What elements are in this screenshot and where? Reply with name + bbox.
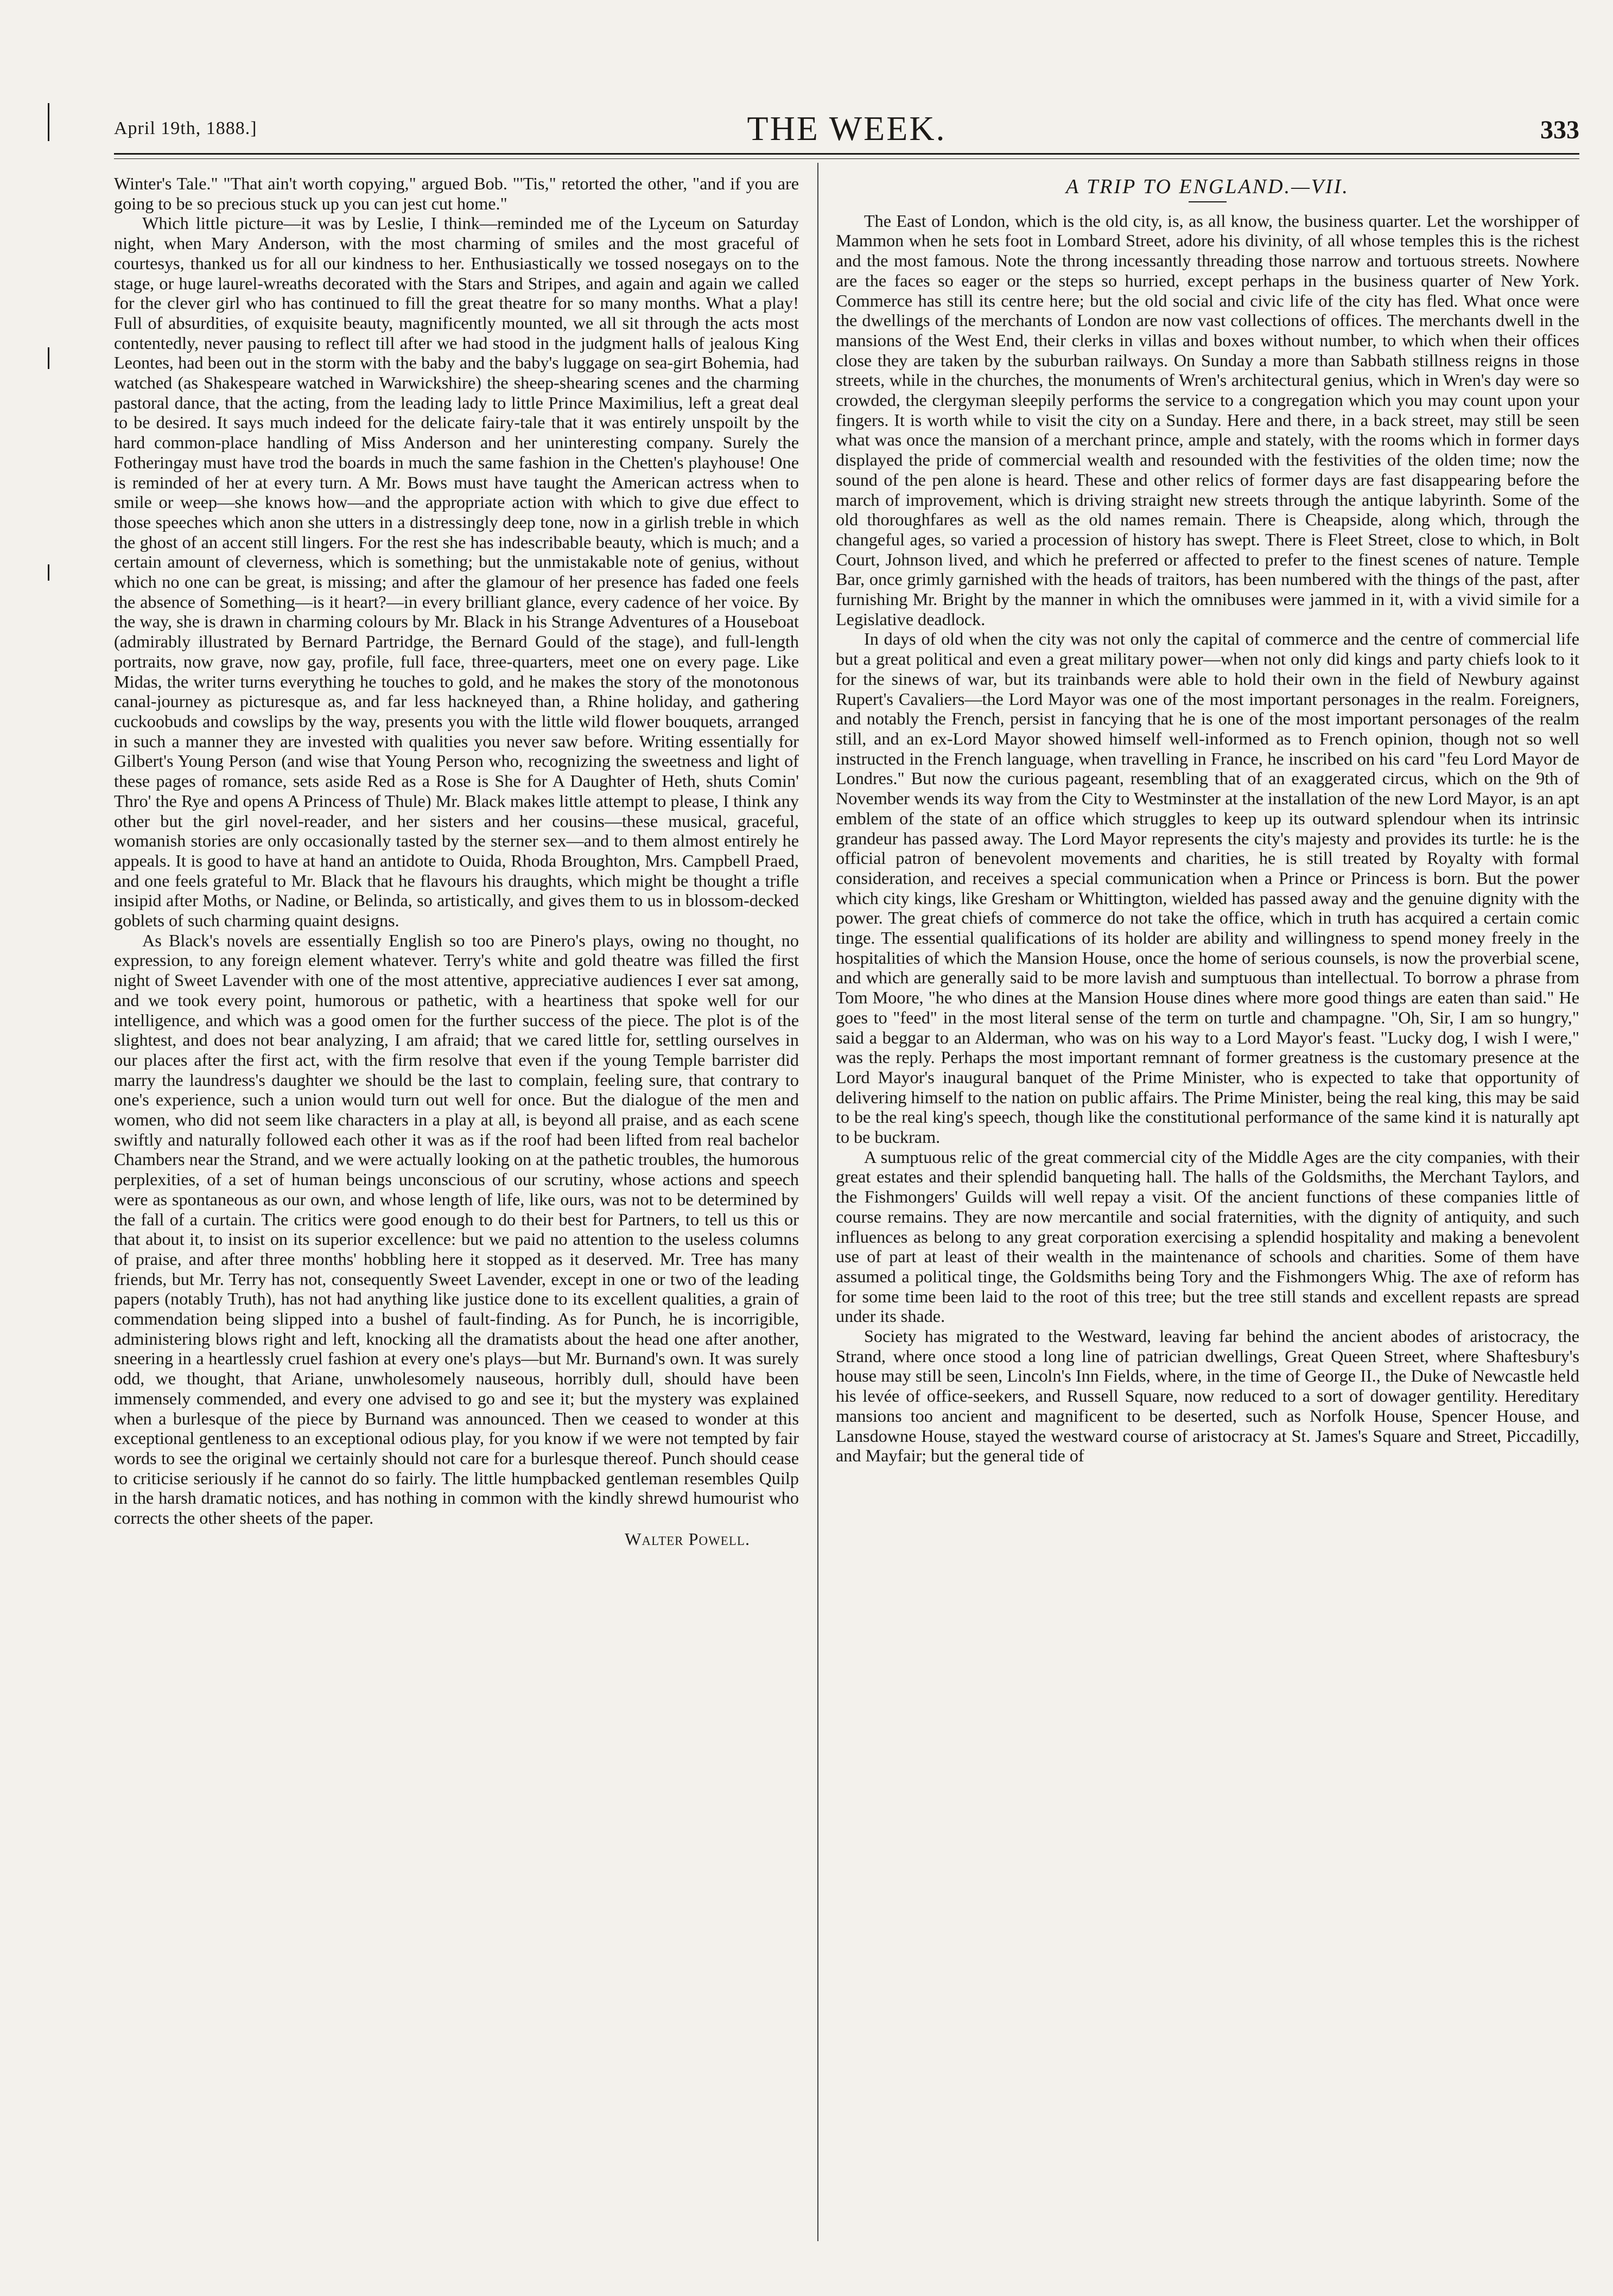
column-divider bbox=[817, 163, 818, 2241]
paragraph: Society has migrated to the Westward, leaving far behind the ancient abodes of aristocracy, the Strand, where once stood a long line of patrician dwellings, Great Queen Street, where Shaftesbury's house may still be seen, Lincoln's Inn Fields, where, in the time of George II., the Duke of Newcastle held his levée of office-seekers, and Russell Square, now reduced to a sort of dowager gentility. Hereditary mansions too ancient and magnificent to be deserted, such as Norfolk House, Spencer House, and Lansdowne House, stayed the westward course of aristocracy at St. James's Square and Street, Piccadilly, and Mayfair; but the general tide of bbox=[836, 1326, 1579, 1466]
paragraph: Which little picture—it was by Leslie, I think—reminded me of the Lyceum on Saturday night, when Mary Anderson, with the most charming of smiles and the most graceful of courtesys, thanked us for all our kindness to her. Enthusiastically we tossed nosegays on to the stage, or huge laurel-wreaths decorated with the Stars and Stripes, and again and again we called for the clever girl who has continued to fill the great theatre for so many months. What a play! Full of absurdities, of exquisite beauty, magnificently mounted, we all sit through the acts most contentedly, never pausing to reflect till after we had stood in the judgment halls of jealous King Leontes, had been out in the storm with the baby and the baby's luggage on sea-girt Bohemia, had watched (as Shakespeare watched in Warwickshire) the sheep-shearing scenes and the charming pastoral dance, that the acting, from the leading lady to little Prince Maximilius, left a great deal to be desired. It says much indeed for the delicate fairy-tale that it was entirely unspoilt by the hard common-place handling of Miss Anderson and her uninteresting company. Surely the Fotheringay must have trod the boards in much the same fashion in the Chetten's playhouse! One is reminded of her at every turn. A Mr. Bows must have taught the American actress when to smile or weep—she knows how—and the appropriate action with which to give due effect to those speeches which anon she utters in a distressingly deep tone, now in a girlish treble in which the ghost of an accent still lingers. For the rest she has indescribable beauty, which is much; and a certain amount of cleverness, which is something; but the unmistakable note of genius, without which no one can be great, is missing; and after the glamour of her presence has faded one feels the absence of Something—is it heart?—in every brilliant glance, every cadence of her voice. By the way, she is drawn in charming colours by Mr. Black in his Strange Adventures of a Houseboat (admirably illustrated by Bernard Partridge, the Bernard Gould of the stage), and full-length portraits, now grave, now gay, profile, full face, three-quarters, meet one on every page. Like Midas, the writer turns everything he touches to gold, and he makes the story of the monotonous canal-journey as picturesque as, and far less hackneyed than, a Rhine holiday, and gathering cuckoobuds and cowslips by the way, presents you with the little wild flower bouquets, arranged in such a manner they are invested with qualities you never saw before. Writing essentially for Gilbert's Young Person (and wise that Young Person who, recognizing the sweetness and light of these pages of romance, sets aside Red as a Rose is She for A Daughter of Heth, shuts Comin' Thro' the Rye and opens A Princess of Thule) Mr. Black makes little attempt to please, I think any other but the girl novel-reader, and her sisters and her cousins—these musical, graceful, womanish stories are only occasionally tasted by the sterner sex—and to them almost entirely he appeals. It is good to have at hand an antidote to Ouida, Rhoda Broughton, Mrs. Campbell Praed, and one feels grateful to Mr. Black that he flavours his draughts, which might be thought a trifle insipid after Moths, or Nadine, or Belinda, so artistically, and gives them to us in blossom-decked goblets of such charming quaint designs. bbox=[114, 213, 799, 931]
paragraph: A sumptuous relic of the great commercial city of the Middle Ages are the city companies, with their great estates and their splendid banqueting hall. The halls of the Goldsmiths, the Merchant Taylors, and the Fishmongers' Guilds will well repay a visit. Of the ancient functions of these companies little of course remains. They are now mercantile and social fraternities, with the dignity of antiquity, and such influences as belong to any great corporation exercising a splendid hospitality and making a benevolent use of part at least of their wealth in the maintenance of schools and charities. Some of them have assumed a political tinge, the Goldsmiths being Tory and the Fishmongers Whig. The axe of reform has for some time been laid to the root of this tree; but the tree still stands and excellent repasts are spread under its shade. bbox=[836, 1147, 1579, 1326]
left-column bbox=[114, 174, 799, 1549]
paragraph: Winter's Tale." "That ain't worth copying," argued Bob. "'Tis," retorted the other, "and if you are going to be so precious stuck up you can jest cut home." bbox=[114, 174, 799, 213]
page-header bbox=[114, 109, 1579, 152]
margin-mark bbox=[48, 347, 55, 369]
header-rule bbox=[114, 153, 1579, 155]
right-column bbox=[836, 174, 1579, 1466]
author-signature: Walter Powell. bbox=[625, 1529, 750, 1549]
paragraph: As Black's novels are essentially English so too are Pinero's plays, owing no thought, no expression, to any foreign element whatever. Terry's white and gold theatre was filled the first night of Sweet Lavender with one of the most attentive, appreciative audiences I ever sat among, and we took every point, humorous or pathetic, with a heartiness that spoke well for our intelligence, and which was a good omen for the further success of the piece. The plot is of the slightest, and does not bear analyzing, I am afraid; that we cared little for, settling ourselves in our places after the first act, with the firm resolve that even if the young Temple barrister did marry the laundress's daughter we should be the last to complain, feeling sure, that contrary to one's experience, such a union would turn out well for once. But the dialogue of the men and women, who did not seem like characters in a play at all, is beyond all praise, and as each scene swiftly and naturally followed each other it was as if the roof had been lifted from real bachelor Chambers near the Strand, and we were actually looking on at the pathetic troubles, the humorous perplexities, of a set of human beings unconscious of our scrutiny, whose actions and speech were as spontaneous as our own, and whose length of life, like ours, was not to be determined by the fall of a curtain. The critics were good enough to do their best for Partners, to tell us this or that about it, to insist on its superior excellence: but we paid no attention to the useless columns of praise, and after three months' hobbling here it stopped as it deserved. Mr. Tree has many friends, but Mr. Terry has not, consequently Sweet Lavender, except in one or two of the leading papers (notably Truth), has not had anything like justice done to its excellent qualities, a grain of commendation being slipped into a bushel of fault-finding. As for Punch, he is incorrigible, administering blows right and left, knocking all the dramatists about the head one after another, sneering in a heartlessly cruel fashion at every one's plays—but Mr. Burnand's own. It was surely odd, we thought, that Ariane, unwholesomely nauseous, horribly dull, should have been immensely commended, and every one advised to go and see it; but the mystery was explained when a burlesque of the piece by Burnand was announced. Then we ceased to wonder at this exceptional gentleness to an exceptional odious play, for you know if we were not tempted by fair words to see the original we certainly should not care for a burlesque thereof. Punch should cease to criticise seriously if he cannot do so fairly. The little humpbacked gentleman resembles Quilp in the harsh dramatic notices, and has nothing in common with the kindly shrewd humourist who corrects the other sheets of the paper. bbox=[114, 930, 799, 1528]
title-rule bbox=[1189, 201, 1227, 202]
issue-date: April 19th, 1888.] bbox=[114, 118, 257, 138]
page-number: 333 bbox=[1540, 116, 1579, 144]
article-title: A TRIP TO ENGLAND.—VII. bbox=[1066, 175, 1349, 198]
paragraph: The East of London, which is the old city, is, as all know, the business quarter. Let the worshipper of Mammon when he sets foot in Lombard Street, adore his divinity, of all whose temples this is the richest and the most famous. Note the throng incessantly threading those narrow and tortuous streets. Nowhere are the faces so eager or the steps so hurried, except perhaps in the business quarter of New York. Commerce has still its centre here; but the old social and civic life of the city has fled. What once were the dwellings of the merchants of London are now vast collections of offices. The merchants dwell in the mansions of the West End, their clerks in villas and boxes without number, to which when their offices close they are taken by the suburban railways. On Sunday a more than Sabbath stillness reigns in those streets, while in the churches, the monuments of Wren's architectural genius, which in Wren's day were so crowded, the clergyman sleepily performs the service to a congregation which you may count upon your fingers. It is worth while to visit the city on a Sunday. Here and there, in a back street, may still be seen what was once the mansion of a merchant prince, ample and stately, with the rooms which in former days displayed the pride of commercial wealth and resounded with the festivities of the olden time; now the sound of the pen alone is heard. These and other relics of former days are fast disappearing before the march of improvement, which is driving straight new streets through the antique labyrinth. Some of the old thoroughfares as well as the old names remain. There is Cheapside, along which, through the changeful ages, so varied a procession of history has swept. There is Fleet Street, close to which, in Bolt Court, Johnson lived, and which he preferred or affected to prefer to the finest scenes of nature. Temple Bar, once grimly garnished with the heads of traitors, has been numbered with the things of the past, after furnishing Mr. Bright by the manner in which the omnibuses were jammed in it, with a vivid simile for a Legislative deadlock. bbox=[836, 211, 1579, 629]
header-rule-thin bbox=[114, 158, 1579, 159]
paragraph: In days of old when the city was not only the capital of commerce and the centre of commercial life but a great political and even a great military power—when not only did kings and party chiefs look to it for the sinews of war, but its trainbands were able to hold their own in the field of Newbury against Rupert's Cavaliers—the Lord Mayor was one of the most important personages in the realm. Foreigners, and notably the French, persist in fancying that he is one of the most important personages of the realm still, and an ex-Lord Mayor showed himself well-informed as to French opinion, though not so well instructed in the French language, when travelling in France, he inscribed on his card "feu Lord Mayor de Londres." But now the curious pageant, resembling that of an exaggerated circus, which on the 9th of November wends its way from the City to Westminster at the installation of the new Lord Mayor, is an apt emblem of the state of an office which struggles to keep up its outward splendour when its intrinsic grandeur has passed away. The Lord Mayor represents the city's majesty and provides its turtle: he is the official patron of benevolent movements and charities, he is still treated by Royalty with formal consideration, and receives a special communication when a Prince or Princess is born. But the power which city kings, like Gresham or Whittington, wielded has passed away and the genuine dignity with the power. The great chiefs of commerce do not take the office, which in truth has acquired a certain comic tinge. The essential qualifications of its holder are ability and willingness to spend money freely in the hospitalities of which the Mansion House, once the home of serious counsels, is now the proverbial scene, and which are generally said to be more lavish and sumptuous than intellectual. To borrow a phrase from Tom Moore, "he who dines at the Mansion House dines where more good things are eaten than said." He goes to "feed" in the most literal sense of the term on turtle and champagne. "Oh, Sir, I am so hungry," said a beggar to an Alderman, who was on his way to a Lord Mayor's feast. "Lucky dog, I wish I were," was the reply. Perhaps the most important remnant of former greatness is the customary presence at the Lord Mayor's inaugural banquet of the Prime Minister, who is expected to take that opportunity of delivering himself to the nation on public affairs. The Prime Minister, being the real king, this may be said to be the real king's speech, though like the constitutional performance of the same kind it is naturally apt to be buckram. bbox=[836, 629, 1579, 1147]
margin-mark bbox=[48, 564, 55, 581]
publication-title: THE WEEK. bbox=[747, 109, 947, 148]
margin-mark bbox=[48, 103, 55, 141]
